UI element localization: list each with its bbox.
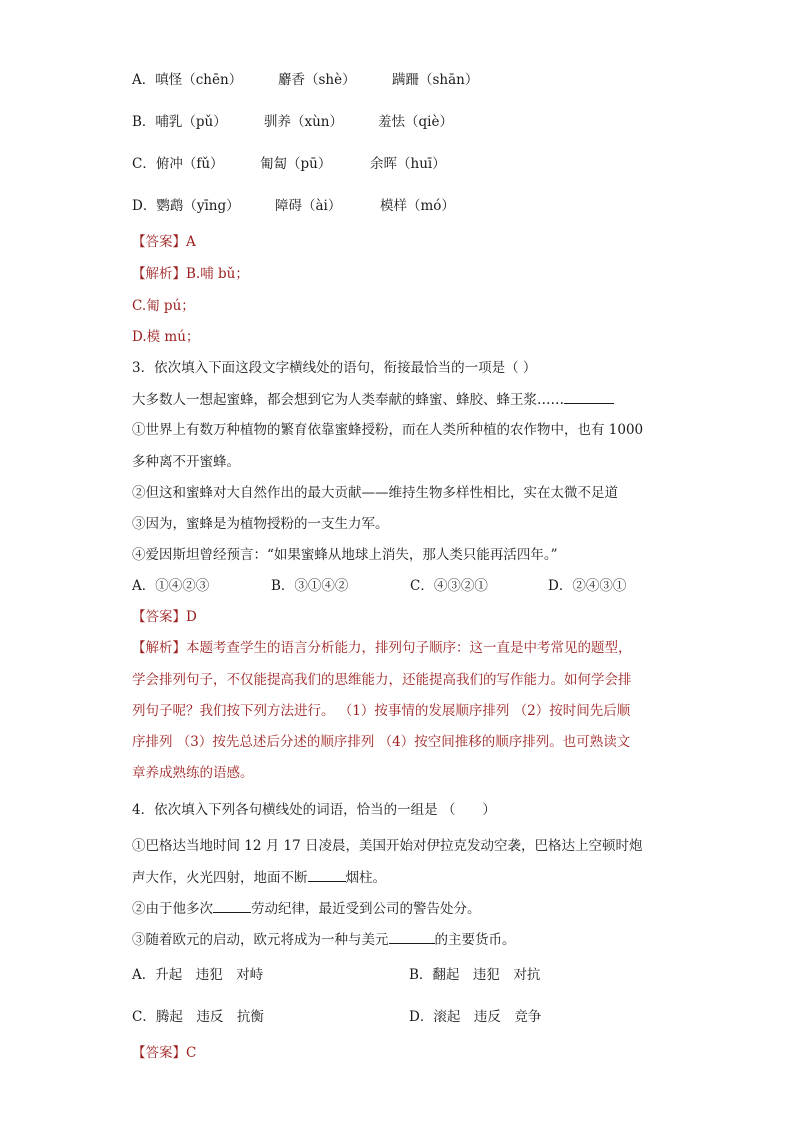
q2-analysis-label: 【解析】 xyxy=(132,266,186,282)
q4-sentence-2 xyxy=(132,898,481,919)
q2-analysis xyxy=(132,264,249,284)
q3-passage-text: 大多数人一想起蜜蜂，都会想到它为人类奉献的蜂蜜、蜂胶、蜂王浆…… xyxy=(132,392,564,408)
q4-blank-2 xyxy=(213,898,251,913)
q3-passage xyxy=(132,389,614,410)
q3-sentence-2: ②但这和蜜蜂对大自然作出的最大贡献——维持生物多样性相比，实在太微不足道 xyxy=(132,485,618,501)
q2-option-a-item1: A．嗔怪（chēn） xyxy=(132,72,243,88)
q2-option-b-item3: 羞怯（qiè） xyxy=(378,114,453,130)
q3-blank xyxy=(564,389,614,404)
q3-analysis-text-4: 序排列 （3）按先总述后分述的顺序排列 （4）按空间推移的顺序排列。也可熟读文 xyxy=(132,734,631,750)
q3-option-d: D．②④③① xyxy=(548,578,627,594)
q4-option-b: B．翻起 违犯 对抗 xyxy=(409,967,541,983)
q3-analysis xyxy=(132,638,632,658)
q2-analysis-text-3: D.模 mú； xyxy=(132,329,200,345)
q4-sentence-1b-post: 烟柱。 xyxy=(345,870,386,886)
q2-analysis-text-2: C.匍 pú； xyxy=(132,298,195,314)
q2-option-b xyxy=(132,112,453,132)
q2-option-a-item2: 麝香（shè） xyxy=(278,72,356,88)
q2-option-c-item2: 匍匐（pū） xyxy=(260,156,332,172)
q2-option-d-item2: 障碍（ài） xyxy=(275,198,342,214)
q2-option-a xyxy=(132,70,479,90)
q3-analysis-text-3: 列句子呢？我们按下列方法进行。 （1）按事情的发展顺序排列 （2）按时间先后顺 xyxy=(132,703,631,719)
q3-sentence-1a: ①世界上有数万种植物的繁育依靠蜜蜂授粉，而在人类所种植的农作物中，也有 1000 xyxy=(132,422,644,438)
q4-options-row-1 xyxy=(132,965,541,985)
q4-option-c: C．腾起 违反 抗衡 xyxy=(132,1009,264,1025)
q4-sentence-3-pre: ③随着欧元的启动，欧元将成为一种与美元 xyxy=(132,932,389,948)
q4-stem: 4．依次填入下列各句横线处的词语，恰当的一组是 （ ） xyxy=(132,802,496,818)
q2-analysis-text-1: B.哺 bǔ； xyxy=(186,266,249,282)
q3-option-c: C．④③②① xyxy=(410,578,488,594)
q3-analysis-text-1: 本题考查学生的语言分析能力，排列句子顺序：这一直是中考常见的题型， xyxy=(186,640,632,656)
q3-analysis-text-5: 章养成熟练的语感。 xyxy=(132,765,254,781)
q4-sentence-2-post: 劳动纪律，最近受到公司的警告处分。 xyxy=(251,901,481,917)
q4-sentence-1b-pre: 声大作，火光四射，地面不断 xyxy=(132,870,308,886)
q3-analysis-label: 【解析】 xyxy=(132,640,186,656)
q2-option-b-item2: 驯养（xùn） xyxy=(264,114,344,130)
q2-option-c-item3: 余晖（huī） xyxy=(370,156,446,172)
q3-options xyxy=(132,576,627,596)
q4-sentence-1b xyxy=(132,867,386,888)
q2-option-d-item1: D．鹦鹉（yīng） xyxy=(132,198,240,214)
q4-sentence-3 xyxy=(132,929,516,950)
q2-option-d-item3: 模样（mó） xyxy=(380,198,455,214)
q2-option-d xyxy=(132,196,455,216)
q4-answer: 【答案】C xyxy=(132,1045,197,1061)
q3-sentence-4: ④爱因斯坦曾经预言：“如果蜜蜂从地球上消失，那人类只能再活四年。” xyxy=(132,547,558,563)
q2-option-a-item3: 蹒跚（shān） xyxy=(392,72,479,88)
q4-blank-3 xyxy=(389,929,435,944)
q3-stem: 3．依次填入下面这段文字横线处的语句，衔接最恰当的一项是（ ） xyxy=(132,360,537,376)
q2-option-b-item1: B．哺乳（pǔ） xyxy=(132,114,227,130)
q3-sentence-3: ③因为，蜜蜂是为植物授粉的一支生力军。 xyxy=(132,516,389,532)
q2-answer: 【答案】A xyxy=(132,234,196,250)
q4-option-d: D．滚起 违反 竞争 xyxy=(409,1009,542,1025)
q3-option-b: B．③①④② xyxy=(271,578,349,594)
q4-blank-1 xyxy=(308,867,346,882)
q2-option-c xyxy=(132,154,446,174)
q4-options-row-2 xyxy=(132,1007,542,1027)
q3-analysis-text-2: 学会排列句子，不仅能提高我们的思维能力，还能提高我们的写作能力。如何学会排 xyxy=(132,672,632,688)
q3-sentence-1b: 多种离不开蜜蜂。 xyxy=(132,454,240,470)
q4-sentence-3-post: 的主要货币。 xyxy=(434,932,516,948)
q4-sentence-1a: ①巴格达当地时间 12 月 17 日凌晨，美国开始对伊拉克发动空袭，巴格达上空顿时炮 xyxy=(132,838,643,854)
q4-option-a: A．升起 违犯 对峙 xyxy=(132,967,264,983)
q3-answer: 【答案】D xyxy=(132,609,197,625)
q3-option-a: A．①④②③ xyxy=(132,578,210,594)
q2-option-c-item1: C．俯冲（fǔ） xyxy=(132,156,224,172)
q4-sentence-2-pre: ②由于他多次 xyxy=(132,901,213,917)
